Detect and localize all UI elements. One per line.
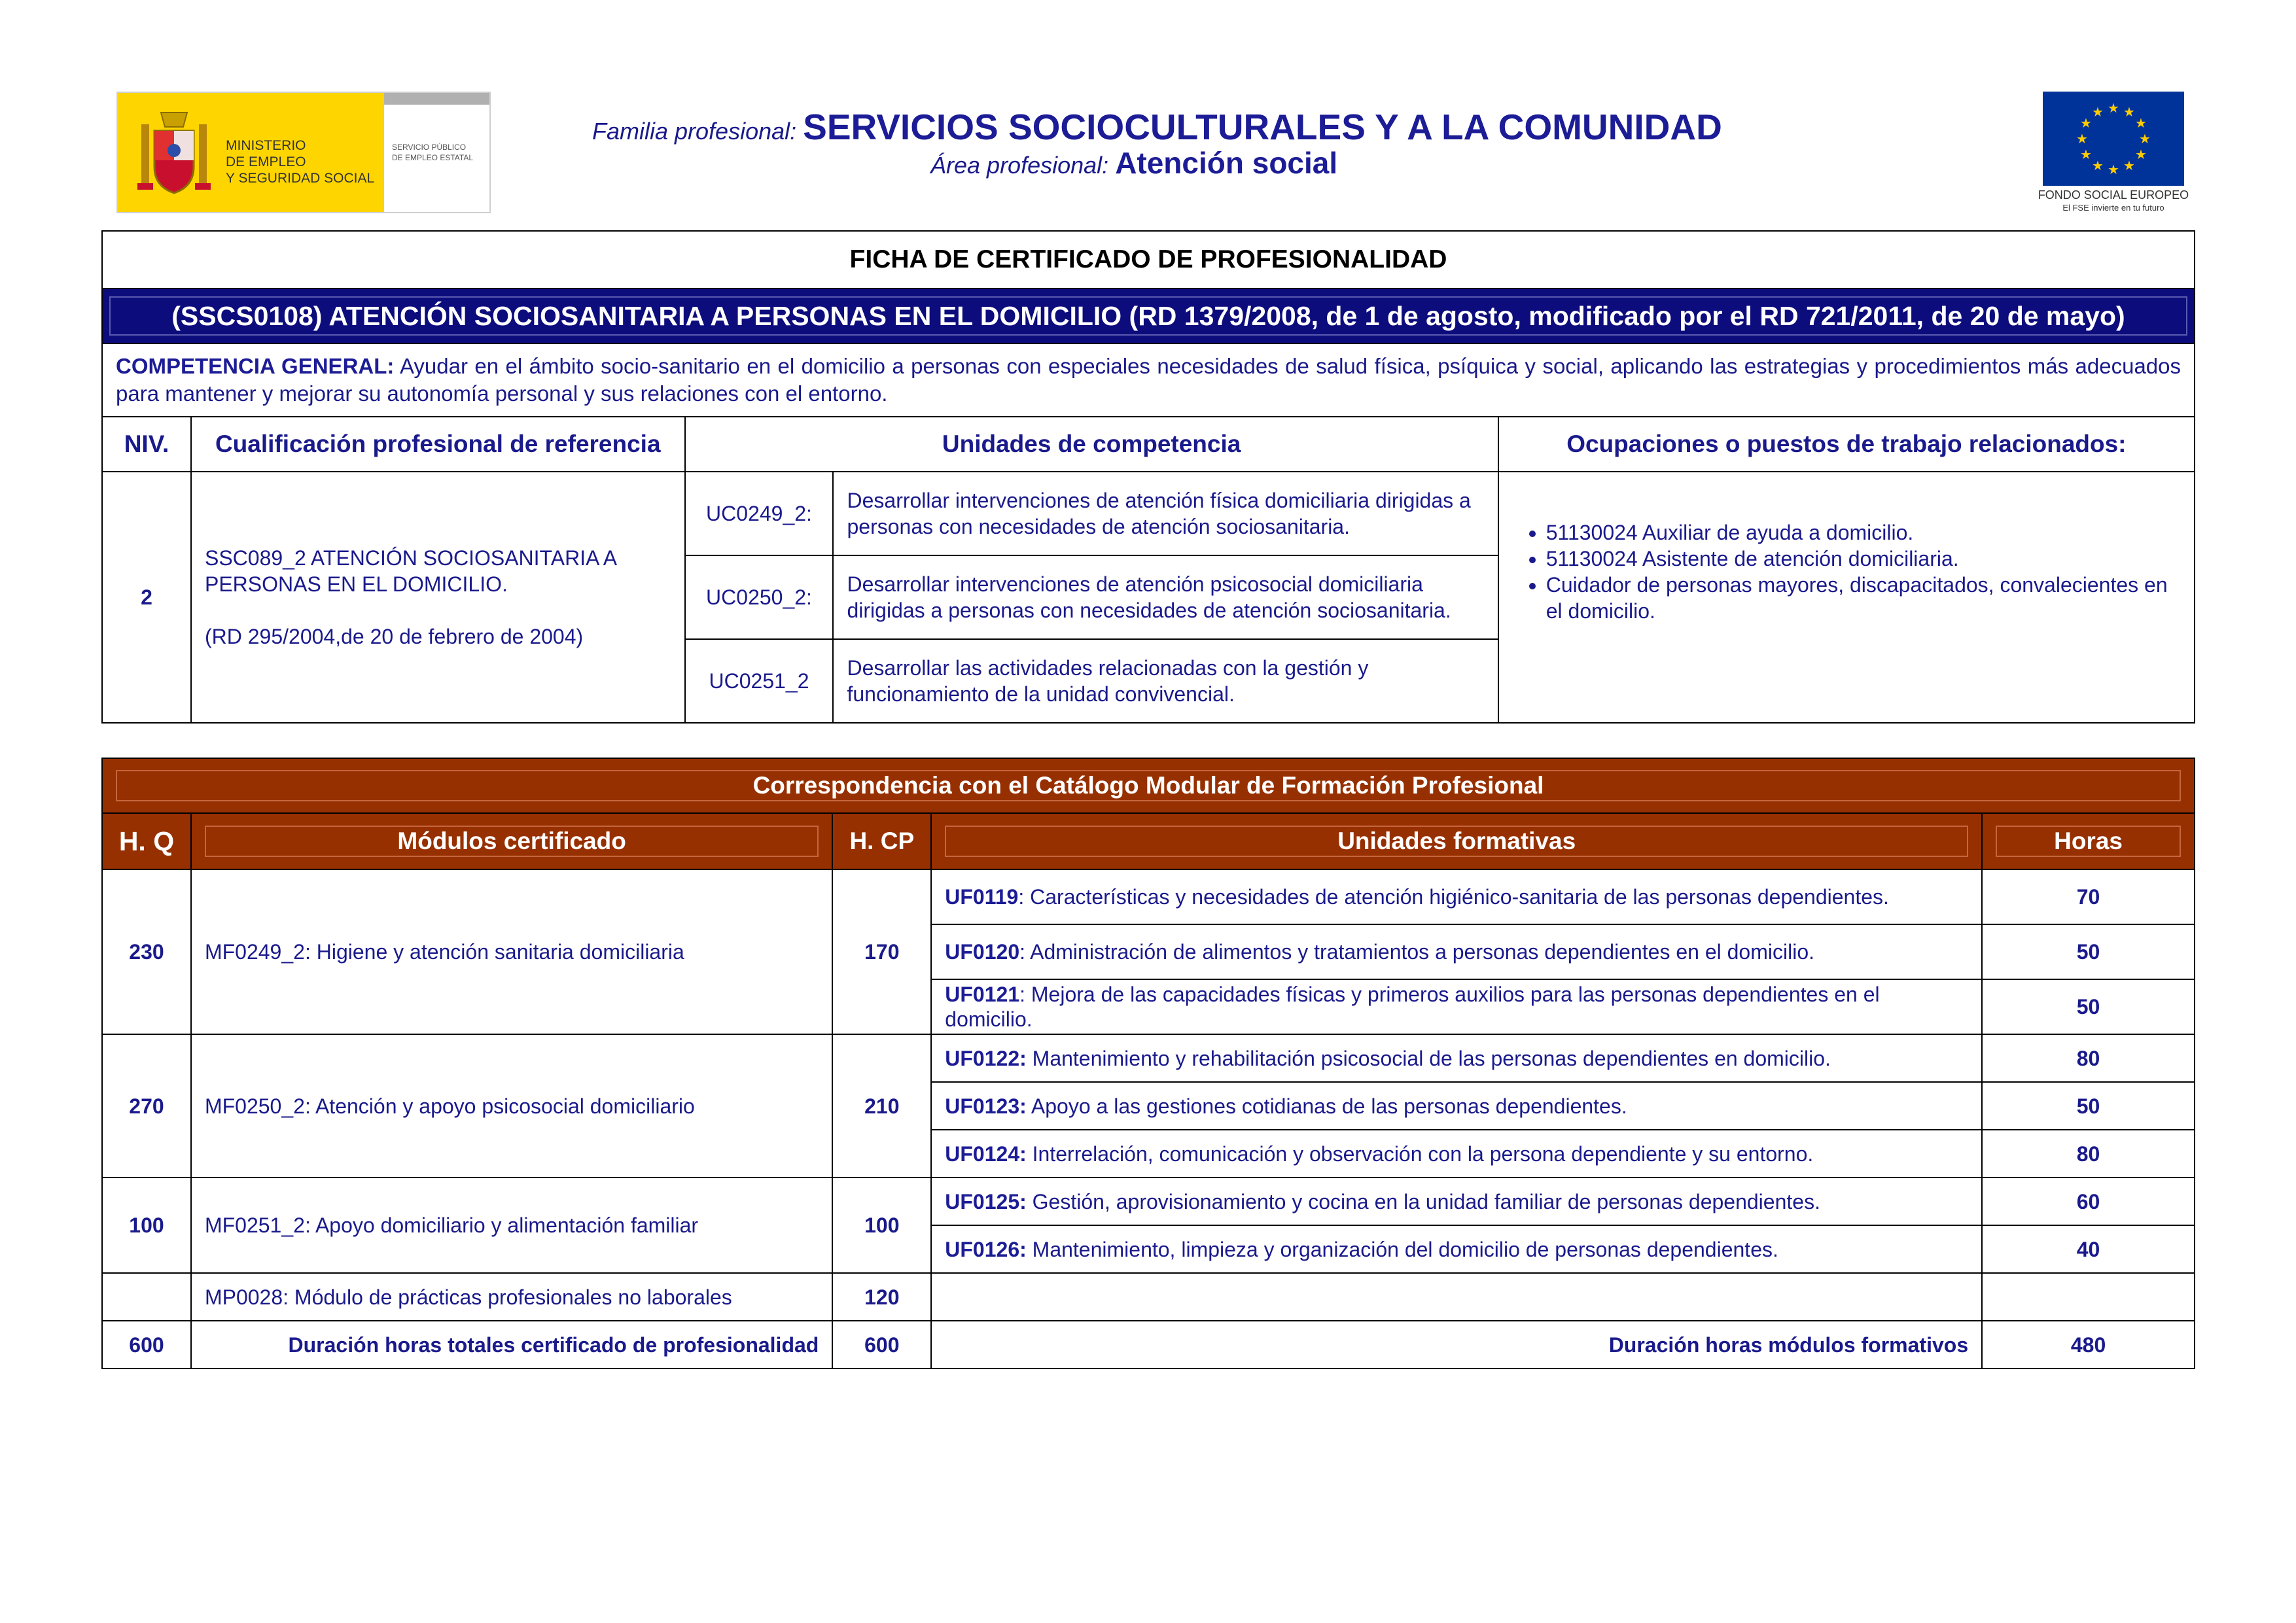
ministry-logo-yellow-panel — [118, 93, 383, 212]
uc-text: Desarrollar intervenciones de atención física domiciliaria dirigidas a personas con necesidades de atención sociosanitaria. — [833, 472, 1498, 555]
ocupacion-item: • 51130024 Asistente de atención domiciliaria. — [1546, 546, 2181, 572]
competencia-text: Ayudar en el ámbito socio-sanitario en el domicilio a personas con especiales necesidades de salud física, psíquica y social, aplicando las estrategias y procedimientos más adecuados para mantener y mejorar su autonomía personal y sus relaciones con el entorno. — [116, 354, 2181, 406]
module-name: MF0250_2: Atención y apoyo psicosocial domiciliario — [191, 1034, 832, 1178]
practicas-hq-empty — [102, 1273, 191, 1321]
header-niv: NIV. — [102, 417, 191, 472]
family-value: SERVICIOS SOCIOCULTURALES Y A LA COMUNIDAD — [803, 107, 1722, 147]
uc-text: Desarrollar las actividades relacionadas con la gestión y funcionamiento de la unidad convivencial. — [833, 639, 1498, 723]
svg-text:★: ★ — [2092, 104, 2104, 120]
ocupaciones-list — [1512, 519, 2181, 624]
uf-code: UF0120 — [945, 940, 1020, 964]
uf-cell — [931, 1178, 1982, 1225]
uf-text: : Mejora de las capacidades físicas y primeros auxilios para las personas dependientes en el domicilio. — [945, 983, 1880, 1031]
svg-text:★: ★ — [2135, 115, 2147, 131]
uf-code: UF0122: — [945, 1046, 1027, 1070]
uf-cell — [931, 1034, 1982, 1082]
uf-code: UF0126: — [945, 1237, 1027, 1261]
correspondencia-title: Correspondencia con el Catálogo Modular de Formación Profesional — [116, 770, 2181, 801]
svg-text:★: ★ — [2108, 162, 2119, 177]
svg-text:★: ★ — [2139, 131, 2151, 147]
ministry-logo — [116, 92, 491, 213]
ministry-name: MINISTERIO DE EMPLEO Y SEGURIDAD SOCIAL — [226, 138, 375, 186]
certificate-banner-text: (SSCS0108) ATENCIÓN SOCIOSANITARIA A PERSONAS EN EL DOMICILIO (RD 1379/2008, de 1 de agosto, modificado por el RD 721/2011, de 20 de mayo) — [109, 296, 2187, 336]
total-cert-label: Duración horas totales certificado de profesionalidad — [191, 1321, 832, 1369]
svg-text:★: ★ — [2080, 147, 2092, 162]
area-value: Atención social — [1115, 146, 1338, 180]
uf-code: UF0119 — [945, 885, 1019, 909]
uf-code: UF0121 — [945, 983, 1020, 1006]
uf-cell — [931, 1130, 1982, 1178]
uf-cell — [931, 979, 1982, 1034]
certificate-banner — [102, 288, 2195, 343]
module-hcp: 210 — [832, 1034, 931, 1178]
svg-text:★: ★ — [2092, 158, 2104, 173]
uf-horas: 50 — [1982, 979, 2195, 1034]
ficha-title: FICHA DE CERTIFICADO DE PROFESIONALIDAD — [102, 231, 2195, 288]
practicas-horas-empty — [1982, 1273, 2195, 1321]
header-unidades-formativas: Unidades formativas — [945, 826, 1968, 857]
practicas-uf-empty — [931, 1273, 1982, 1321]
header-horas-cell — [1982, 813, 2195, 869]
svg-text:★: ★ — [2108, 100, 2119, 116]
uf-text: Mantenimiento, limpieza y organización del domicilio de personas dependientes. — [1026, 1237, 1778, 1261]
family-heading — [592, 106, 1901, 148]
sepe-name: SERVICIO PÚBLICO DE EMPLEO ESTATAL — [392, 143, 474, 162]
uc-code: UC0249_2: — [685, 472, 834, 555]
eu-caption: FONDO SOCIAL EUROPEO El FSE invierte en tu futuro — [2038, 188, 2189, 213]
cualificacion-cell — [191, 472, 685, 723]
eu-flag-icon — [2043, 92, 2184, 186]
cualificacion-name: SSC089_2 ATENCIÓN SOCIOSANITARIA A PERSONAS EN EL DOMICILIO. — [204, 546, 616, 596]
svg-text:★: ★ — [2123, 158, 2135, 173]
header-horas: Horas — [1996, 826, 2181, 857]
uf-text: Gestión, aprovisionamiento y cocina en la unidad familiar de personas dependientes. — [1026, 1189, 1820, 1213]
uf-text: Interrelación, comunicación y observación con la persona dependiente y su entorno. — [1026, 1142, 1814, 1166]
correspondencia-table — [101, 758, 2195, 1369]
ocupacion-item: • 51130024 Auxiliar de ayuda a domicilio. — [1546, 519, 2181, 546]
uf-code: UF0123: — [945, 1094, 1027, 1118]
uf-code: UF0124: — [945, 1142, 1027, 1166]
uf-cell — [931, 1082, 1982, 1130]
nivel-value: 2 — [102, 472, 191, 723]
sepe-logo — [383, 93, 489, 212]
svg-text:★: ★ — [2135, 147, 2147, 162]
uf-horas: 50 — [1982, 924, 2195, 979]
module-hq: 270 — [102, 1034, 191, 1178]
uc-text: Desarrollar intervenciones de atención psicosocial domiciliaria dirigidas a personas con necesidades de atención sociosanitaria. — [833, 555, 1498, 639]
uf-horas: 50 — [1982, 1082, 2195, 1130]
uf-cell — [931, 1225, 1982, 1273]
practicas-name: MP0028: Módulo de prácticas profesionales no laborales — [191, 1273, 832, 1321]
uf-horas: 80 — [1982, 1130, 2195, 1178]
module-name: MF0249_2: Higiene y atención sanitaria domiciliaria — [191, 869, 832, 1034]
module-hcp: 100 — [832, 1178, 931, 1273]
uf-text: Apoyo a las gestiones cotidianas de las personas dependientes. — [1026, 1094, 1627, 1118]
module-hcp: 170 — [832, 869, 931, 1034]
svg-text:★: ★ — [2080, 115, 2092, 131]
practicas-hcp: 120 — [832, 1273, 931, 1321]
header-unidades-competencia: Unidades de competencia — [685, 417, 1498, 472]
cualificacion-rd: (RD 295/2004,de 20 de febrero de 2004) — [204, 625, 584, 648]
competencia-label: COMPETENCIA GENERAL: — [116, 354, 395, 378]
competencia-general — [102, 343, 2195, 417]
module-hq: 100 — [102, 1178, 191, 1273]
uc-code: UC0251_2 — [685, 639, 834, 723]
uf-horas: 40 — [1982, 1225, 2195, 1273]
uf-text: : Características y necesidades de atención higiénico-sanitaria de las personas dependientes. — [1018, 885, 1889, 909]
header-modulos-cell — [191, 813, 832, 869]
area-label: Área profesional: — [930, 152, 1109, 179]
area-heading — [930, 145, 1716, 181]
module-name: MF0251_2: Apoyo domiciliario y alimentación familiar — [191, 1178, 832, 1273]
svg-text:★: ★ — [2076, 131, 2088, 147]
total-horas: 480 — [1982, 1321, 2195, 1369]
svg-text:★: ★ — [2123, 104, 2135, 120]
uf-cell — [931, 869, 1982, 924]
uf-code: UF0125: — [945, 1189, 1027, 1213]
header-ocupaciones: Ocupaciones o puestos de trabajo relacionados: — [1498, 417, 2195, 472]
header-hq: H. Q — [102, 813, 191, 869]
uf-text: : Administración de alimentos y tratamientos a personas dependientes en el domicilio. — [1019, 940, 1814, 964]
uc-code: UC0250_2: — [685, 555, 834, 639]
header-hcp: H. CP — [832, 813, 931, 869]
family-label: Familia profesional: — [592, 118, 797, 145]
module-hq: 230 — [102, 869, 191, 1034]
ficha-table — [101, 230, 2195, 724]
uf-cell — [931, 924, 1982, 979]
ocupaciones-cell — [1498, 472, 2195, 723]
header-cualificacion: Cualificación profesional de referencia — [191, 417, 685, 472]
uf-horas: 80 — [1982, 1034, 2195, 1082]
total-mod-label: Duración horas módulos formativos — [931, 1321, 1982, 1369]
total-hq: 600 — [102, 1321, 191, 1369]
correspondencia-title-cell — [102, 758, 2195, 813]
total-hcp: 600 — [832, 1321, 931, 1369]
uf-horas: 70 — [1982, 869, 2195, 924]
uf-text: Mantenimiento y rehabilitación psicosocial de las personas dependientes en domicilio. — [1026, 1046, 1831, 1070]
uf-horas: 60 — [1982, 1178, 2195, 1225]
header-modulos: Módulos certificado — [205, 826, 819, 857]
header-unidades-cell — [931, 813, 1982, 869]
ocupacion-item: • Cuidador de personas mayores, discapacitados, convalecientes en el domicilio. — [1546, 572, 2181, 624]
coat-of-arms-icon — [132, 105, 216, 203]
